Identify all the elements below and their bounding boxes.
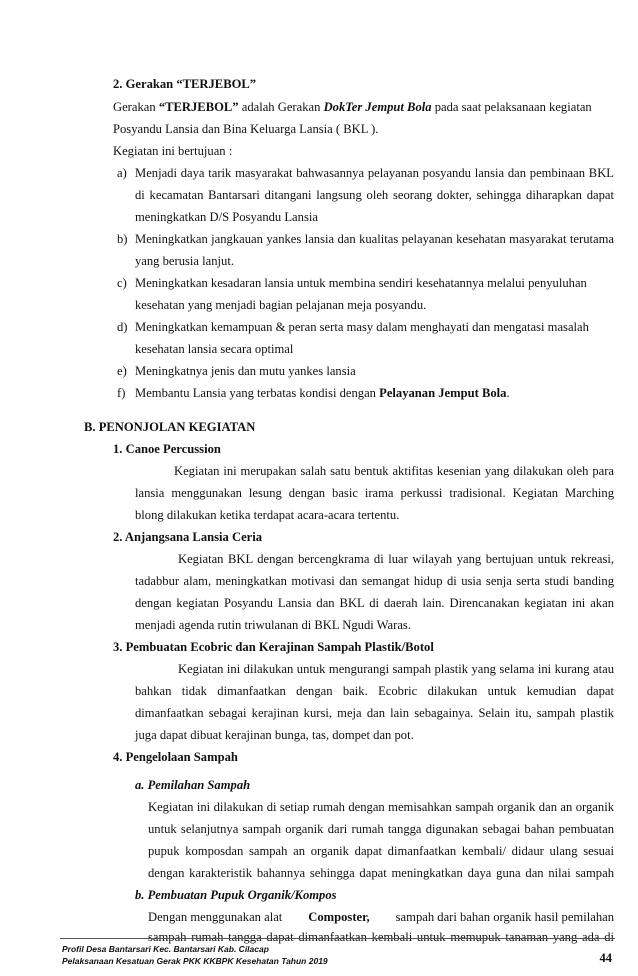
item4b-text-a: Dengan menggunakan alat [148, 910, 283, 924]
item4a-line4: dengan karakteristik bahannya sehingga dapat meningkatkan daya guna dan nilai sampah [148, 866, 614, 880]
item4a-line2: untuk selanjutnya sampah organik dari rumah tangga digunakan sebagai bahan pembuatan [148, 822, 614, 836]
item4a-title: a. Pemilahan Sampah [135, 778, 251, 792]
item4a-line3: pupuk komposdan sampah an organik dapat dimanfaatkan kembali/ didaur ulang sesuai [148, 844, 614, 858]
list-marker-c: c) [117, 276, 127, 290]
list-a-line2: di kecamatan Bantarsari ditangani langsung oleh seorang dokter, sehingga diharapkan dapat [135, 188, 614, 202]
item3-line4: juga dapat dibuat kerajinan bunga, tas, dompet dan pot. [135, 728, 414, 742]
item4b-line1 [148, 909, 614, 925]
intro-text-e: pada saat pelaksanaan kegiatan [431, 100, 592, 114]
list-f-text-a: Membantu Lansia yang terbatas kondisi dengan [135, 386, 380, 400]
list-f-text-c: . [506, 386, 510, 400]
item2-title: 2. Anjangsana Lansia Ceria [113, 530, 263, 544]
list-marker-b: b) [117, 232, 128, 246]
section-heading-penonjolan: B. PENONJOLAN KEGIATAN [84, 420, 256, 434]
item1-title: 1. Canoe Percussion [113, 442, 221, 456]
list-f-line1 [135, 385, 510, 401]
item3-line2: bahkan tidak dimanfaatkan dengan baik. Ecobric dilakukan untuk kemudian dapat [135, 684, 614, 698]
item4a-line1: Kegiatan ini dilakukan di setiap rumah dengan memisahkan sampah organik dan an organik [148, 800, 614, 814]
list-marker-d: d) [117, 320, 128, 334]
list-b-line2: yang berusia lanjut. [135, 254, 234, 268]
item3-line1: Kegiatan ini dilakukan untuk mengurangi sampah plastik yang selama ini kurang atau [178, 662, 614, 676]
list-marker-e: e) [117, 364, 127, 378]
tujuan-label: Kegiatan ini bertujuan : [113, 144, 233, 158]
intro-text-a: Gerakan [113, 100, 159, 114]
list-c-line2: kesehatan yang menjadi bagian pelajanan meja posyandu. [135, 298, 427, 312]
item1-line3: blong dilakukan ketika terdapat acara-acara tertentu. [135, 508, 400, 522]
list-a-line1: Menjadi daya tarik masyarakat bahwasannya pelayanan posyandu lansia dan pembinaan BKL [135, 166, 614, 180]
item4b-text-b: Composter, [308, 910, 370, 924]
item4b-title: b. Pembuatan Pupuk Organik/Kompos [135, 888, 337, 902]
footer-divider [60, 938, 615, 939]
terjebol-intro-line2: Posyandu Lansia dan Bina Keluarga Lansia ( BKL ). [113, 122, 379, 136]
intro-text-c: adalah Gerakan [238, 100, 324, 114]
item4b-line2: sampah rumah tangga dapat dimanfaatkan kembali untuk memupuk tanaman yang ada di [148, 930, 614, 944]
footer-line2: Pelaksanaan Kesatuan Gerak PKK KKBPK Kesehatan Tahun 2019 [62, 956, 328, 966]
item3-title: 3. Pembuatan Ecobric dan Kerajinan Sampah Plastik/Botol [113, 640, 434, 654]
item2-line2: tadabbur alam, meningkatkan motivasi dan semangat hidup di usia senja serta studi banding [135, 574, 614, 588]
list-d-line1: Meningkatkan kemampuan & peran serta masy dalam menghayati dan mengatasi masalah [135, 320, 589, 334]
footer-line1: Profil Desa Bantarsari Kec. Bantarsari Kab. Cilacap [62, 944, 269, 954]
section-heading-terjebol: 2. Gerakan “TERJEBOL” [113, 77, 257, 91]
list-marker-a: a) [117, 166, 127, 180]
intro-text-d: DokTer Jemput Bola [323, 100, 432, 114]
list-e-line1: Meningkatnya jenis dan mutu yankes lansia [135, 364, 356, 378]
item2-line1: Kegiatan BKL dengan bercengkrama di luar wilayah yang bertujuan untuk rekreasi, [178, 552, 614, 566]
item2-line4: menjadi agenda rutin triwulanan di BKL Ngudi Waras. [135, 618, 411, 632]
intro-text-b: “TERJEBOL” [158, 100, 239, 114]
page-number: 44 [599, 951, 612, 965]
list-d-line2: kesehatan lansia secara optimal [135, 342, 294, 356]
terjebol-intro-line1 [113, 99, 592, 115]
list-b-line1: Meningkatkan jangkauan yankes lansia dan kualitas pelayanan kesehatan masyarakat terutama [135, 232, 614, 246]
item1-line2: lansia menggunakan lesung dengan basic irama perkussi tradisional. Kegiatan Marching [135, 486, 614, 500]
list-marker-f: f) [117, 386, 126, 400]
list-f-text-b: Pelayanan Jemput Bola [379, 386, 507, 400]
list-c-line1: Meningkatkan kesadaran lansia untuk membina sendiri kesehatannya melalui penyuluhan [135, 276, 587, 290]
item1-line1: Kegiatan ini merupakan salah satu bentuk aktifitas kesenian yang dilakukan oleh para [174, 464, 614, 478]
item2-line3: dengan kegiatan Posyandu Lansia dan BKL di daerah lain. Direncanakan kegiatan ini akan [135, 596, 614, 610]
item4-title: 4. Pengelolaan Sampah [113, 750, 238, 764]
item4b-text-c: sampah dari bahan organik hasil pemilahan [395, 910, 614, 924]
item3-line3: dimanfaatkan sebagai kerajinan kursi, meja dan lain sebagainya. Selain itu, sampah plastik [135, 706, 614, 720]
list-a-line3: meningkatkan D/S Posyandu Lansia [135, 210, 318, 224]
